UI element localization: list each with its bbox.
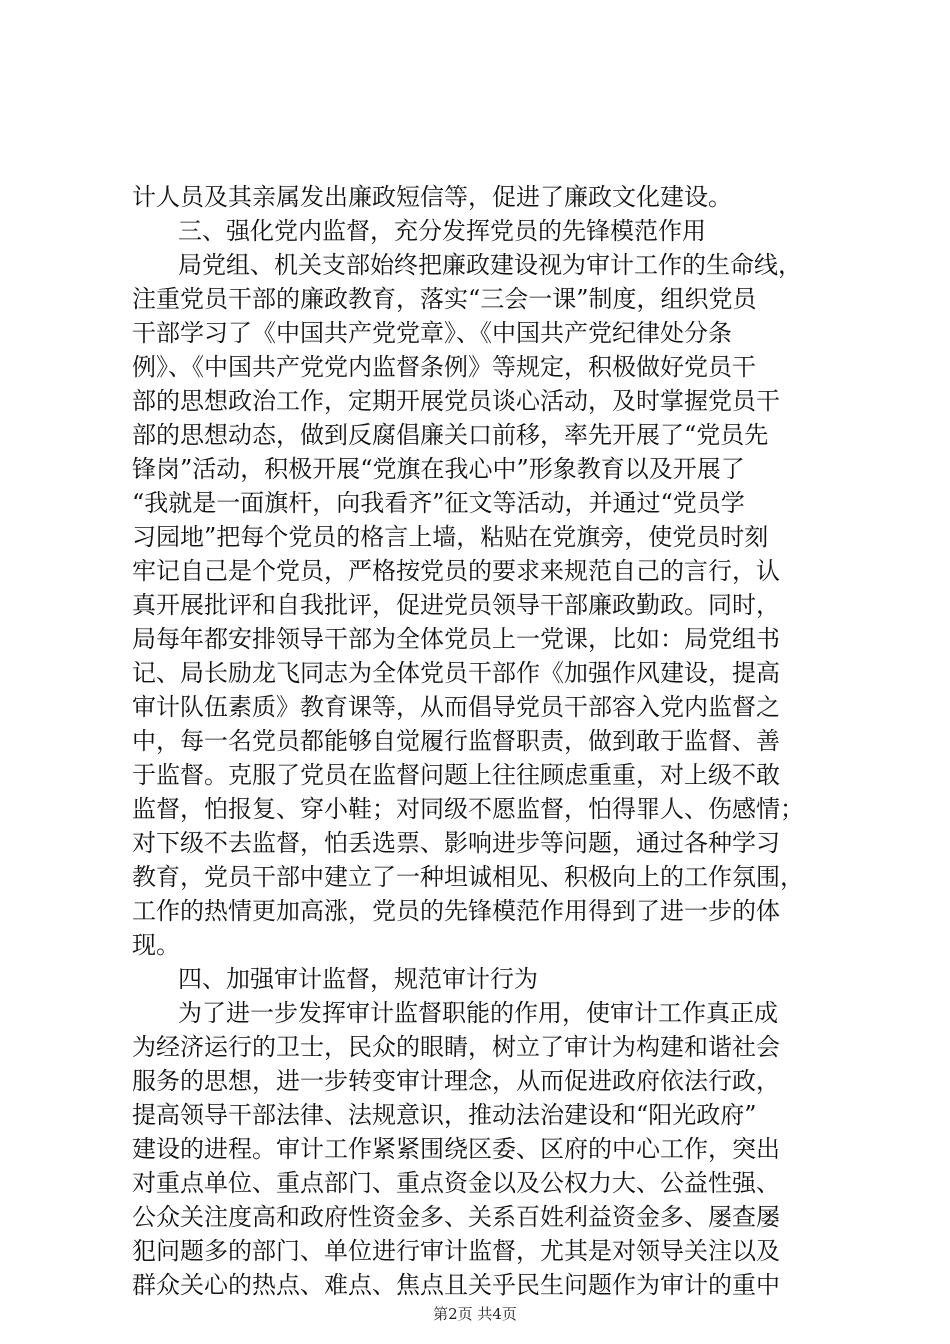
body-text-line: 干部学习了《中国共产党党章》、《中国共产党纪律处分条	[132, 319, 732, 347]
body-text-line: 局党组、机关支部始终把廉政建设视为审计工作的生命线，	[178, 251, 802, 279]
body-text-line: 习园地”把每个党员的格言上墙，粘贴在党旗旁，使党员时刻	[132, 523, 769, 551]
body-text-line: 建设的进程。审计工作紧紧围绕区委、区府的中心工作，突出	[132, 1135, 780, 1163]
body-text-line: 为了进一步发挥审计监督职能的作用，使审计工作真正成	[178, 999, 778, 1027]
body-text-line: 服务的思想，进一步转变审计理念，从而促进政府依法行政，	[132, 1067, 780, 1095]
page-number-footer: 第2页 共4页	[433, 1305, 517, 1323]
body-text-line: 教育，党员干部中建立了一种坦诚相见、积极向上的工作氛围，	[132, 863, 804, 891]
body-text-line: 牢记自己是个党员，严格按党员的要求来规范自己的言行，认	[132, 557, 780, 585]
body-text-line: 对下级不去监督，怕丢选票、影响进步等问题，通过各种学习	[132, 829, 780, 857]
body-text-line: 部的思想政治工作，定期开展党员谈心活动，及时掌握党员干	[132, 387, 780, 415]
section-heading: 四、加强审计监督，规范审计行为	[178, 965, 538, 993]
body-text-line: 现。	[132, 931, 180, 959]
body-text-line: 计人员及其亲属发出廉政短信等，促进了廉政文化建设。	[132, 183, 732, 211]
body-text-line: “我就是一面旗杆，向我看齐”征文等活动，并通过“党员学	[132, 489, 745, 517]
body-text-line: 例》、《中国共产党党内监督条例》等规定，积极做好党员干	[132, 353, 756, 381]
section-heading: 三、强化党内监督，充分发挥党员的先锋模范作用	[178, 217, 706, 245]
body-text-line: 审计队伍素质》教育课等，从而倡导党员干部容入党内监督之	[132, 693, 780, 721]
body-text-line: 锋岗”活动，积极开展“党旗在我心中”形象教育以及开展了	[132, 455, 745, 483]
body-text-line: 提高领导干部法律、法规意识，推动法治建设和“阳光政府”	[132, 1101, 757, 1129]
body-text-line: 部的思想动态，做到反腐倡廉关口前移，率先开展了“党员先	[132, 421, 769, 449]
body-text-line: 于监督。克服了党员在监督问题上往往顾虑重重，对上级不敢	[132, 761, 780, 789]
body-text-line: 工作的热情更加高涨，党员的先锋模范作用得到了进一步的体	[132, 897, 780, 925]
body-text-line: 为经济运行的卫士，民众的眼睛，树立了审计为构建和谐社会	[132, 1033, 780, 1061]
body-text-line: 对重点单位、重点部门、重点资金以及公权力大、公益性强、	[132, 1169, 780, 1197]
body-text-line: 群众关心的热点、难点、焦点且关乎民生问题作为审计的重中	[132, 1271, 780, 1299]
body-text-line: 公众关注度高和政府性资金多、关系百姓利益资金多、屡查屡	[132, 1203, 780, 1231]
body-text-line: 犯问题多的部门、单位进行审计监督，尤其是对领导关注以及	[132, 1237, 780, 1265]
body-text-line: 注重党员干部的廉政教育，落实“三会一课”制度，组织党员	[132, 285, 757, 313]
body-text-line: 监督，怕报复、穿小鞋；对同级不愿监督，怕得罪人、伤感情；	[132, 795, 804, 823]
body-text-line: 中，每一名党员都能够自觉履行监督职责，做到敢于监督、善	[132, 727, 780, 755]
body-text-line: 记、局长励龙飞同志为全体党员干部作《加强作风建设，提高	[132, 659, 780, 687]
body-text-line: 真开展批评和自我批评，促进党员领导干部廉政勤政。同时，	[132, 591, 780, 619]
body-text-line: 局每年都安排领导干部为全体党员上一党课，比如：局党组书	[132, 625, 780, 653]
